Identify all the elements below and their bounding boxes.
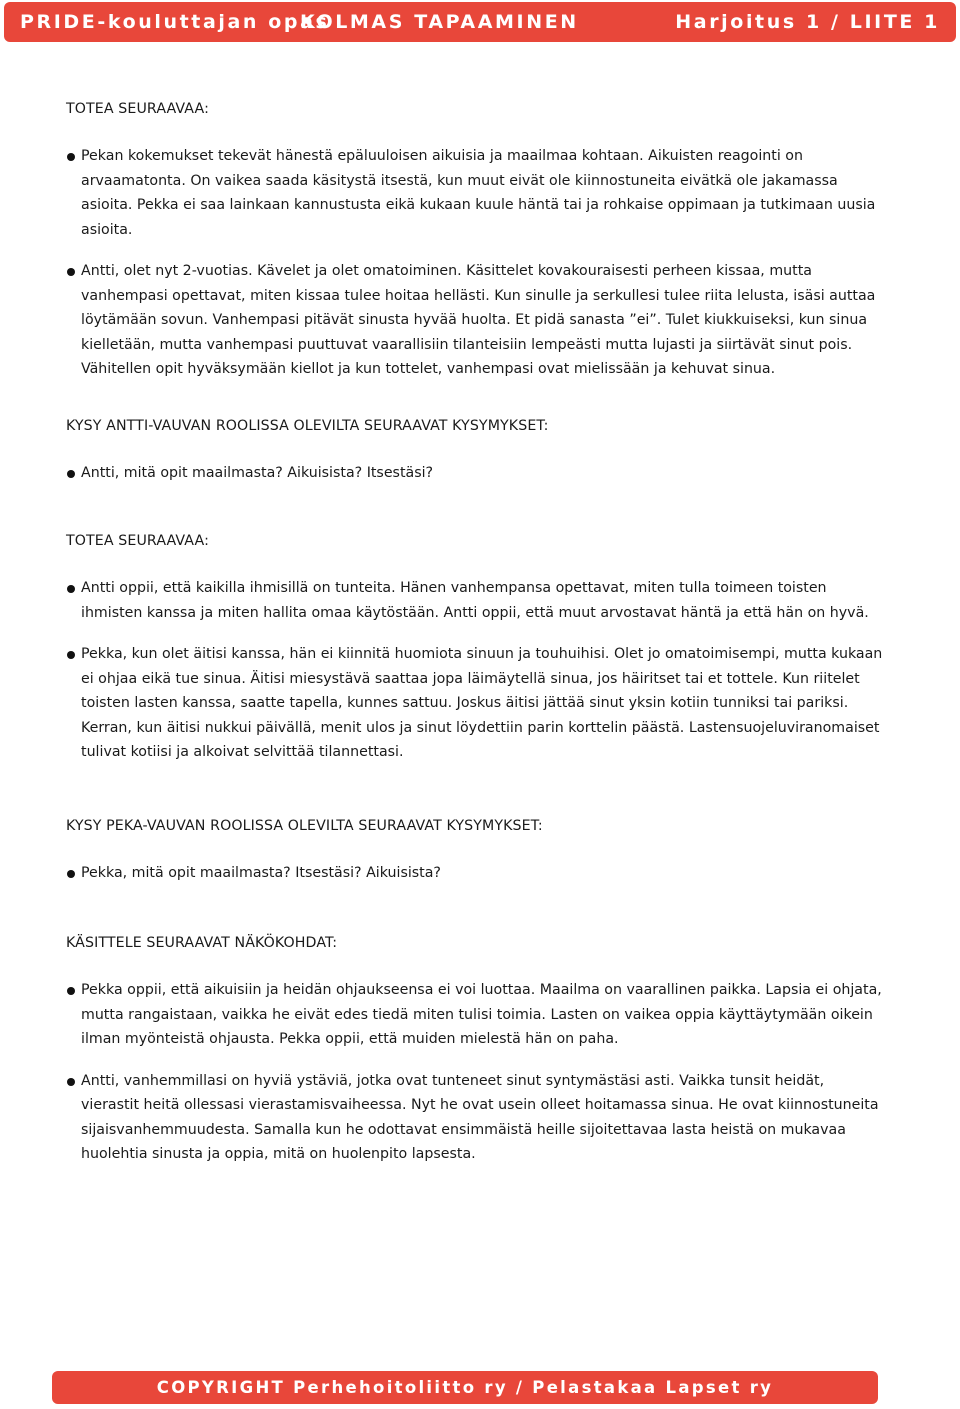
section-heading: TOTEA SEURAAVAA: [66,533,209,549]
footer-copyright-text: COPYRIGHT Perhehoitoliitto ry / Pelastakaa Lapset ry [156,1378,774,1397]
section-heading: KYSY PEKA-VAUVAN ROOLISSA OLEVILTA SEURAAVAT KYSYMYKSET: [66,817,543,834]
bullet-list [66,144,886,382]
header-exercise-label: Harjoitus 1 / LIITE 1 [675,11,940,33]
list-item: Antti, mitä opit maailmasta? Aikuisista? Itsestäsi? [66,461,886,486]
list-item: Antti, olet nyt 2-vuotias. Kävelet ja olet omatoiminen. Käsittelet kovakouraisesti perheen kissaa, mutta vanhempasi opettavat, miten kissaa tulee hoitaa hellästi. Kun sinulle ja serkullesi tulee riita lelusta, isäsi auttaa löytämään sovun. Vanhempasi pitävät sinusta hyvää huolta. Et pidä sanasta ”ei”. Tulet kiukkuiseksi, kun sinua kielletään, mutta vanhempasi puuttuvat vaarallisiin tilanteisiin lempeästi mutta lujasti ja siirtävät sinut pois. Vähitellen opit hyväksymään kiellot ja kun tottelet, vanhempasi ovat mielissään ja kehuvat sinua. [66,259,886,382]
footer-copyright-bar [52,1371,878,1404]
section-heading: TOTEA SEURAAVAA: [66,101,209,117]
section-heading: KÄSITTELE SEURAAVAT NÄKÖKOHDAT: [66,935,338,951]
bullet-list [66,978,886,1167]
list-item: Pekka, kun olet äitisi kanssa, hän ei kiinnitä huomiota sinuun ja touhuihisi. Olet jo omatoimisempi, mutta kukaan ei ohjaa eikä tue sinua. Äitisi miesystävä saattaa jopa läimäytellä sinua, jos häiritset tai et tottele. Kun riitelet toisten lasten kanssa, saatte tapella, kunnes sattuu. Joskus äitisi jättää sinut yksin kotiin tunniksi tai pariksi. Kerran, kun äitisi nukkui päivällä, menit ulos ja sinut löydettiin parin korttelin päästä. Lastensuojeluviranomaiset tulivat kotiisi ja alkoivat selvittää tilannettasi. [66,642,886,765]
header-guide-title: PRIDE-kouluttajan opas [20,11,330,33]
list-item: Antti, vanhemmillasi on hyviä ystäviä, jotka ovat tunteneet sinut syntymästäsi asti. Vaikka tunsit heidät, vierastit heitä ollessasi vierastamisvaiheessa. Nyt he ovat usein olleet hoitamassa sinua. He ovat kiinnostuneita sijaisvanhemmuudesta. Samalla kun he odottavat ensimmäistä heille sijoitettavaa lasta heistä on mukavaa huolehtia sinusta ja oppia, mitä on huolenpito lapsesta. [66,1069,886,1167]
header-bar [4,2,956,42]
bullet-list [66,461,886,486]
header-session-title: KOLMAS TAPAAMINEN [300,11,579,33]
list-item: Pekan kokemukset tekevät hänestä epäluuloisen aikuisia ja maailmaa kohtaan. Aikuisten reagointi on arvaamatonta. On vaikea saada käsitystä itsestä, kun muut eivät ole kiinnostuneita eivätkä ole jakamassa asioita. Pekka ei saa lainkaan kannustusta eikä kukaan kuule häntä tai ja rohkaise oppimaan ja tutkimaan uusia asioita. [66,144,886,242]
document-body [66,98,886,1184]
list-item: Antti oppii, että kaikilla ihmisillä on tunteita. Hänen vanhempansa opettavat, miten tulla toimeen toisten ihmisten kanssa ja miten hallita omaa käytöstään. Antti oppii, että muut arvostavat häntä ja että hän on hyvä. [66,576,886,625]
bullet-list [66,861,886,886]
bullet-list [66,576,886,765]
list-item: Pekka oppii, että aikuisiin ja heidän ohjaukseensa ei voi luottaa. Maailma on vaarallinen paikka. Lapsia ei ohjata, mutta rangaistaan, vaikka he eivät edes tiedä miten tulisi toimia. Lasten on vaikea oppia käyttäytymään oikein ilman myönteistä ohjausta. Pekka oppii, että muiden mielestä hän on paha. [66,978,886,1052]
section-heading: KYSY ANTTI-VAUVAN ROOLISSA OLEVILTA SEURAAVAT KYSYMYKSET: [66,417,549,434]
list-item: Pekka, mitä opit maailmasta? Itsestäsi? Aikuisista? [66,861,886,886]
